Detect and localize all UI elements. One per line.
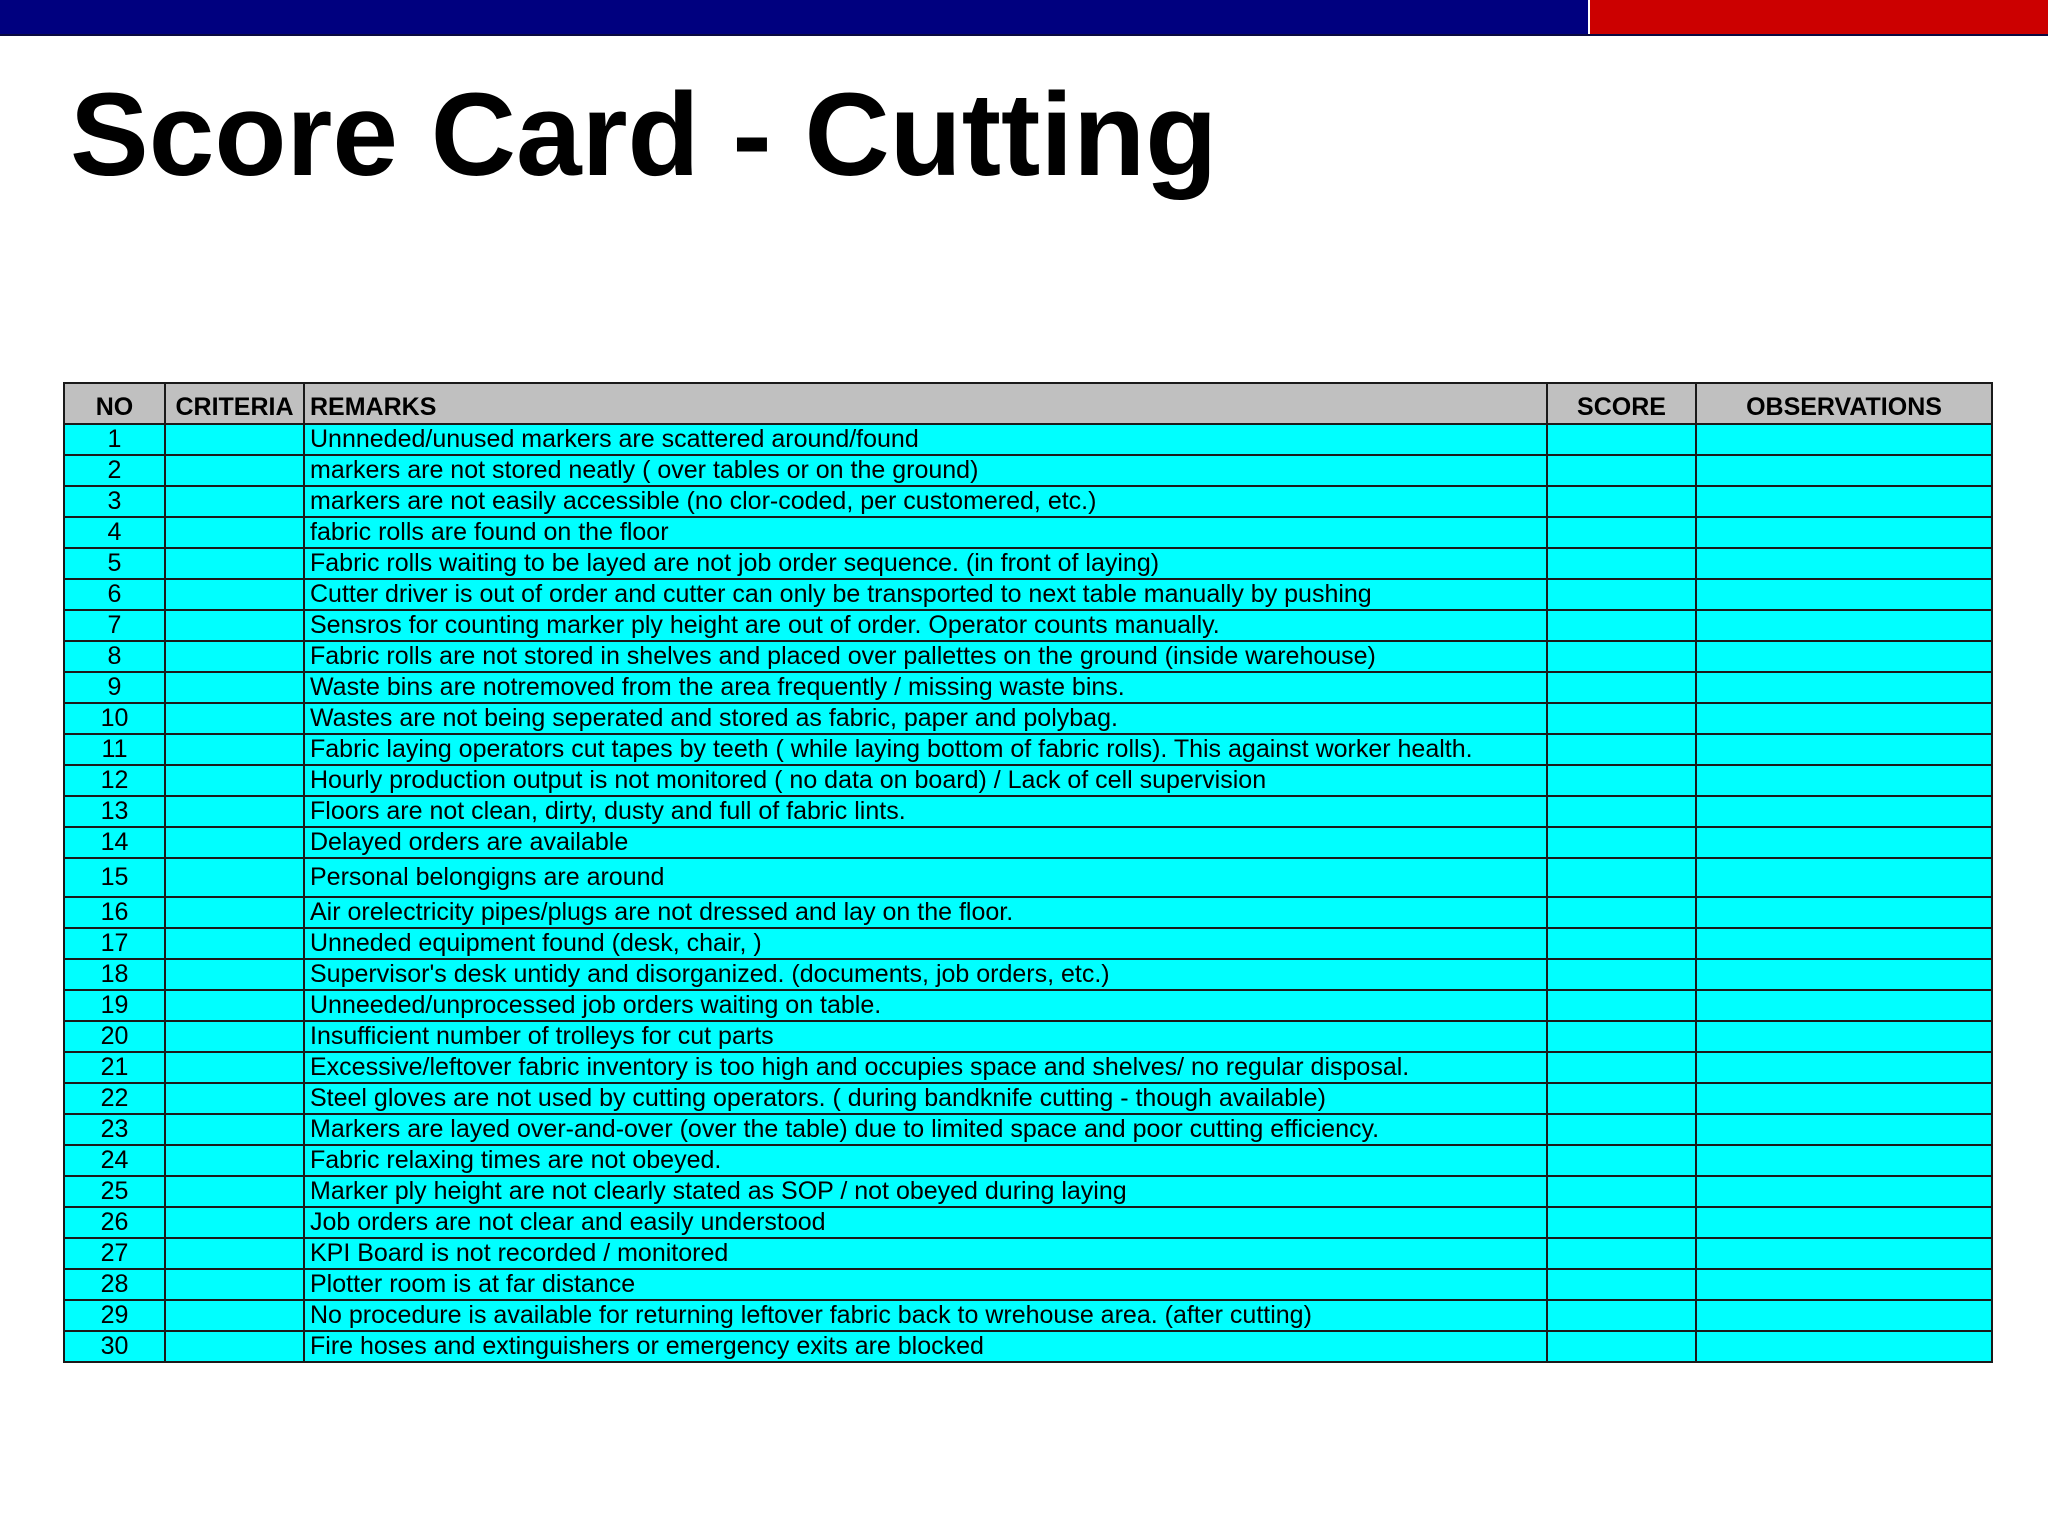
row-number: 9 (64, 672, 165, 703)
remark-cell: Unnneded/unused markers are scattered around/found (304, 424, 1547, 455)
criteria-cell (165, 959, 304, 990)
row-number: 10 (64, 703, 165, 734)
observation-cell (1696, 1083, 1992, 1114)
criteria-cell (165, 858, 304, 897)
table-row (64, 1331, 1992, 1362)
score-cell (1547, 1176, 1696, 1207)
header-observations: OBSERVATIONS (1696, 383, 1992, 424)
criteria-cell (165, 672, 304, 703)
row-number: 24 (64, 1145, 165, 1176)
observation-cell (1696, 1207, 1992, 1238)
criteria-cell (165, 1207, 304, 1238)
table-row (64, 1052, 1992, 1083)
remark-cell: Unneded equipment found (desk, chair, ) (304, 928, 1547, 959)
remark-cell: Fabric laying operators cut tapes by teeth ( while laying bottom of fabric rolls). This against worker health. (304, 734, 1547, 765)
remark-cell: Unneeded/unprocessed job orders waiting on table. (304, 990, 1547, 1021)
remark-cell: Hourly production output is not monitored ( no data on board) / Lack of cell supervision (304, 765, 1547, 796)
remark-cell: Fabric relaxing times are not obeyed. (304, 1145, 1547, 1176)
score-cell (1547, 455, 1696, 486)
remark-cell: markers are not easily accessible (no clor-coded, per customered, etc.) (304, 486, 1547, 517)
criteria-cell (165, 796, 304, 827)
observation-cell (1696, 455, 1992, 486)
score-cell (1547, 1052, 1696, 1083)
observation-cell (1696, 1114, 1992, 1145)
remark-cell: markers are not stored neatly ( over tables or on the ground) (304, 455, 1547, 486)
observation-cell (1696, 959, 1992, 990)
remark-cell: Fabric rolls waiting to be layed are not job order sequence. (in front of laying) (304, 548, 1547, 579)
table-row (64, 703, 1992, 734)
criteria-cell (165, 734, 304, 765)
row-number: 7 (64, 610, 165, 641)
score-cell (1547, 990, 1696, 1021)
criteria-cell (165, 1083, 304, 1114)
row-number: 14 (64, 827, 165, 858)
criteria-cell (165, 579, 304, 610)
remark-cell: KPI Board is not recorded / monitored (304, 1238, 1547, 1269)
observation-cell (1696, 1331, 1992, 1362)
table-row (64, 827, 1992, 858)
remark-cell: Markers are layed over-and-over (over the table) due to limited space and poor cutting efficiency. (304, 1114, 1547, 1145)
observation-cell (1696, 548, 1992, 579)
criteria-cell (165, 486, 304, 517)
table-row (64, 1145, 1992, 1176)
row-number: 5 (64, 548, 165, 579)
remark-cell: Insufficient number of trolleys for cut parts (304, 1021, 1547, 1052)
score-cell (1547, 1083, 1696, 1114)
table-row (64, 928, 1992, 959)
remark-cell: Marker ply height are not clearly stated as SOP / not obeyed during laying (304, 1176, 1547, 1207)
criteria-cell (165, 1052, 304, 1083)
score-cell (1547, 703, 1696, 734)
score-cell (1547, 734, 1696, 765)
observation-cell (1696, 1021, 1992, 1052)
observation-cell (1696, 734, 1992, 765)
score-cell (1547, 548, 1696, 579)
observation-cell (1696, 424, 1992, 455)
observation-cell (1696, 858, 1992, 897)
criteria-cell (165, 641, 304, 672)
observation-cell (1696, 672, 1992, 703)
remark-cell: Waste bins are notremoved from the area frequently / missing waste bins. (304, 672, 1547, 703)
table-row (64, 765, 1992, 796)
row-number: 27 (64, 1238, 165, 1269)
table-row (64, 486, 1992, 517)
observation-cell (1696, 579, 1992, 610)
observation-cell (1696, 765, 1992, 796)
table-row (64, 959, 1992, 990)
top-bar-underline (0, 34, 2048, 36)
row-number: 3 (64, 486, 165, 517)
table-row (64, 734, 1992, 765)
criteria-cell (165, 548, 304, 579)
remark-cell: Supervisor's desk untidy and disorganized. (documents, job orders, etc.) (304, 959, 1547, 990)
table-row (64, 579, 1992, 610)
remark-cell: Plotter room is at far distance (304, 1269, 1547, 1300)
table-row (64, 858, 1992, 897)
table-header-row (64, 383, 1992, 424)
table-row (64, 641, 1992, 672)
score-cell (1547, 641, 1696, 672)
row-number: 15 (64, 858, 165, 897)
remark-cell: Steel gloves are not used by cutting operators. ( during bandknife cutting - though available) (304, 1083, 1547, 1114)
remark-cell: Job orders are not clear and easily understood (304, 1207, 1547, 1238)
observation-cell (1696, 827, 1992, 858)
row-number: 12 (64, 765, 165, 796)
top-bar-blue (0, 0, 1588, 34)
row-number: 8 (64, 641, 165, 672)
table-row (64, 548, 1992, 579)
remark-cell: Fabric rolls are not stored in shelves and placed over pallettes on the ground (inside warehouse) (304, 641, 1547, 672)
criteria-cell (165, 517, 304, 548)
table-row (64, 672, 1992, 703)
row-number: 21 (64, 1052, 165, 1083)
criteria-cell (165, 1114, 304, 1145)
score-cell (1547, 1238, 1696, 1269)
criteria-cell (165, 928, 304, 959)
score-cell (1547, 1300, 1696, 1331)
table-row (64, 796, 1992, 827)
observation-cell (1696, 486, 1992, 517)
table-row (64, 897, 1992, 928)
row-number: 29 (64, 1300, 165, 1331)
score-cell (1547, 1269, 1696, 1300)
remark-cell: Sensros for counting marker ply height are out of order. Operator counts manually. (304, 610, 1547, 641)
row-number: 11 (64, 734, 165, 765)
top-bar-red (1590, 0, 2048, 34)
table-row (64, 455, 1992, 486)
criteria-cell (165, 610, 304, 641)
score-cell (1547, 959, 1696, 990)
observation-cell (1696, 796, 1992, 827)
observation-cell (1696, 1052, 1992, 1083)
score-cell (1547, 796, 1696, 827)
remark-cell: Delayed orders are available (304, 827, 1547, 858)
criteria-cell (165, 1238, 304, 1269)
observation-cell (1696, 1176, 1992, 1207)
observation-cell (1696, 641, 1992, 672)
table-row (64, 990, 1992, 1021)
row-number: 20 (64, 1021, 165, 1052)
row-number: 30 (64, 1331, 165, 1362)
criteria-cell (165, 765, 304, 796)
row-number: 25 (64, 1176, 165, 1207)
page-title: Score Card - Cutting (70, 69, 1218, 201)
observation-cell (1696, 897, 1992, 928)
row-number: 22 (64, 1083, 165, 1114)
row-number: 6 (64, 579, 165, 610)
row-number: 28 (64, 1269, 165, 1300)
table-row (64, 1114, 1992, 1145)
score-cell (1547, 424, 1696, 455)
score-cell (1547, 579, 1696, 610)
table-row (64, 517, 1992, 548)
criteria-cell (165, 1145, 304, 1176)
score-cell (1547, 928, 1696, 959)
observation-cell (1696, 1300, 1992, 1331)
header-no: NO (64, 383, 165, 424)
criteria-cell (165, 990, 304, 1021)
row-number: 13 (64, 796, 165, 827)
score-cell (1547, 827, 1696, 858)
criteria-cell (165, 424, 304, 455)
score-cell (1547, 858, 1696, 897)
row-number: 26 (64, 1207, 165, 1238)
score-cell (1547, 1114, 1696, 1145)
observation-cell (1696, 1145, 1992, 1176)
criteria-cell (165, 1021, 304, 1052)
criteria-cell (165, 1176, 304, 1207)
observation-cell (1696, 1238, 1992, 1269)
criteria-cell (165, 703, 304, 734)
header-criteria: CRITERIA (165, 383, 304, 424)
table-row (64, 1269, 1992, 1300)
table-body (64, 424, 1992, 1362)
table-row (64, 1300, 1992, 1331)
observation-cell (1696, 703, 1992, 734)
observation-cell (1696, 610, 1992, 641)
observation-cell (1696, 928, 1992, 959)
table-row (64, 1083, 1992, 1114)
score-cell (1547, 517, 1696, 548)
table-row (64, 1021, 1992, 1052)
remark-cell: Fire hoses and extinguishers or emergency exits are blocked (304, 1331, 1547, 1362)
remark-cell: No procedure is available for returning leftover fabric back to wrehouse area. (after cutting) (304, 1300, 1547, 1331)
row-number: 19 (64, 990, 165, 1021)
score-card-table (63, 382, 1993, 1363)
score-cell (1547, 765, 1696, 796)
criteria-cell (165, 1331, 304, 1362)
criteria-cell (165, 1269, 304, 1300)
remark-cell: Wastes are not being seperated and stored as fabric, paper and polybag. (304, 703, 1547, 734)
remark-cell: Air orelectricity pipes/plugs are not dressed and lay on the floor. (304, 897, 1547, 928)
table-row (64, 1207, 1992, 1238)
row-number: 4 (64, 517, 165, 548)
remark-cell: Excessive/leftover fabric inventory is too high and occupies space and shelves/ no regular disposal. (304, 1052, 1547, 1083)
header-score: SCORE (1547, 383, 1696, 424)
criteria-cell (165, 455, 304, 486)
criteria-cell (165, 897, 304, 928)
header-remarks: REMARKS (304, 383, 1547, 424)
score-cell (1547, 1207, 1696, 1238)
score-cell (1547, 672, 1696, 703)
remark-cell: fabric rolls are found on the floor (304, 517, 1547, 548)
observation-cell (1696, 990, 1992, 1021)
score-cell (1547, 1145, 1696, 1176)
score-cell (1547, 1021, 1696, 1052)
score-cell (1547, 610, 1696, 641)
remark-cell: Floors are not clean, dirty, dusty and full of fabric lints. (304, 796, 1547, 827)
row-number: 17 (64, 928, 165, 959)
table-row (64, 1238, 1992, 1269)
row-number: 2 (64, 455, 165, 486)
observation-cell (1696, 517, 1992, 548)
observation-cell (1696, 1269, 1992, 1300)
score-cell (1547, 1331, 1696, 1362)
row-number: 18 (64, 959, 165, 990)
table-row (64, 1176, 1992, 1207)
table-row (64, 610, 1992, 641)
criteria-cell (165, 1300, 304, 1331)
score-cell (1547, 897, 1696, 928)
criteria-cell (165, 827, 304, 858)
remark-cell: Personal belongigns are around (304, 858, 1547, 897)
row-number: 16 (64, 897, 165, 928)
score-cell (1547, 486, 1696, 517)
row-number: 1 (64, 424, 165, 455)
table-row (64, 424, 1992, 455)
remark-cell: Cutter driver is out of order and cutter can only be transported to next table manually by pushing (304, 579, 1547, 610)
row-number: 23 (64, 1114, 165, 1145)
